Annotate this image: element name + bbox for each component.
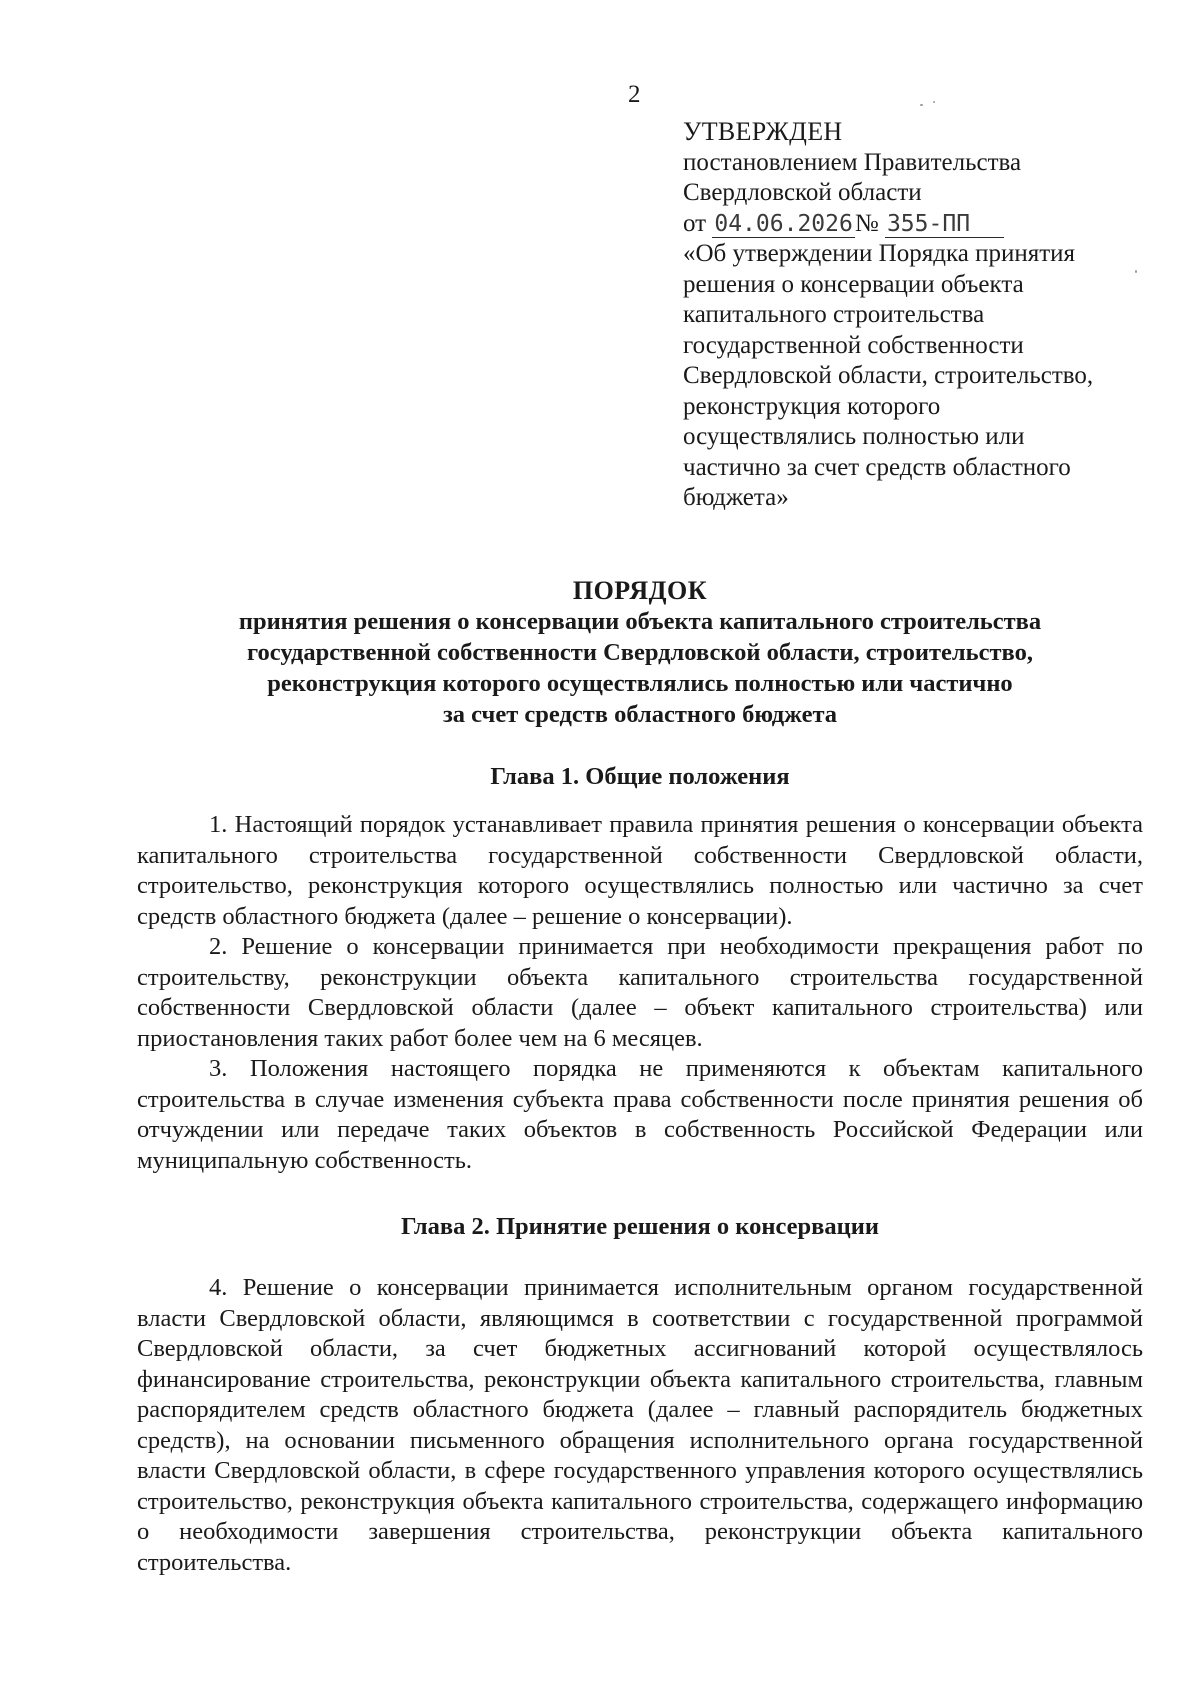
date-prefix: от xyxy=(683,209,707,237)
document-title-line: принятия решения о консервации объекта капитального строительства xyxy=(238,608,1042,635)
document-title-main: ПОРЯДОК xyxy=(572,576,708,605)
scan-speck xyxy=(933,101,935,103)
scan-speck xyxy=(920,104,923,106)
chapter-1-heading: Глава 1. Общие положения xyxy=(490,763,790,790)
approval-subject-line: частично за счет средств областного xyxy=(683,453,1071,481)
approval-subject-line: реконструкция которого xyxy=(683,392,941,420)
chapter-2-heading: Глава 2. Принятие решения о консервации xyxy=(401,1213,879,1240)
approval-heading: УТВЕРЖДЕН xyxy=(683,117,843,146)
approval-subject-line: бюджета» xyxy=(683,484,789,511)
document-title-line: государственной собственности Свердловской области, строительство, xyxy=(247,639,1033,666)
document-title-line: реконструкция которого осуществлялись полностью или частично xyxy=(267,670,1013,697)
approval-line: постановлением Правительства xyxy=(683,148,1022,176)
approval-subject-line: решения о консервации объекта xyxy=(683,270,1024,298)
document-title xyxy=(180,575,1100,730)
approval-subject-line: государственной собственности xyxy=(683,331,1024,359)
approval-subject-line: осуществлялись полностью или xyxy=(683,423,1025,450)
paragraph-2: 2. Решение о консервации принимается при необходимости прекращения работ по строительству, реконструкции объекта капитального строительства государственной собственности Свердловской области (далее – объект капитального строительства) или приостановления таких работ более чем на 6 месяцев. xyxy=(137,933,1143,1052)
paragraph-4: 4. Решение о консервации принимается исполнительным органом государственной власти Свердловской области, являющимся в соответствии с государственной программой Свердловской области, за счет бюджетных ассигнований которой осуществлялось финансирование строительства, реконструкции объекта капитального строительства, главным распорядителем средств областного бюджета (далее – главный распорядитель бюджетных средств), на основании письменного обращения исполнительного органа государственной власти Свердловской области, в сфере государственного управления которого осуществлялись строительство, реконструкция объекта капитального строительства, содержащего информацию о необходимости завершения строительства, реконструкции объекта капитального строительства. xyxy=(137,1274,1143,1576)
document-title-line: за счет средств областного бюджета xyxy=(442,701,838,728)
approval-block xyxy=(683,117,1143,514)
number-prefix: № xyxy=(854,209,879,237)
approval-date-line xyxy=(683,209,1143,240)
approval-subject-line: Свердловской области, строительство, xyxy=(683,362,1094,389)
page-number: 2 xyxy=(628,81,641,108)
approval-number: 355-ПП xyxy=(885,211,1004,238)
approval-subject-line: капитального строительства xyxy=(683,301,985,328)
paragraph-1: 1. Настоящий порядок устанавливает правила принятия решения о консервации объекта капитального строительства государственной собственности Свердловской области, строительство, реконструкция которого осуществлялись полностью или частично за счет средств областного бюджета (далее – решение о консервации). xyxy=(137,811,1143,930)
paragraph-3: 3. Положения настоящего порядка не применяются к объектам капитального строительства в случае изменения субъекта права собственности после принятия решения об отчуждении или передаче таких объектов в собственность Российской Федерации или муниципальную собственность. xyxy=(137,1055,1143,1174)
approval-line: Свердловской области xyxy=(683,179,922,206)
approval-subject-line: «Об утверждении Порядка принятия xyxy=(683,240,1076,267)
approval-date: 04.06.2026 xyxy=(714,210,853,237)
